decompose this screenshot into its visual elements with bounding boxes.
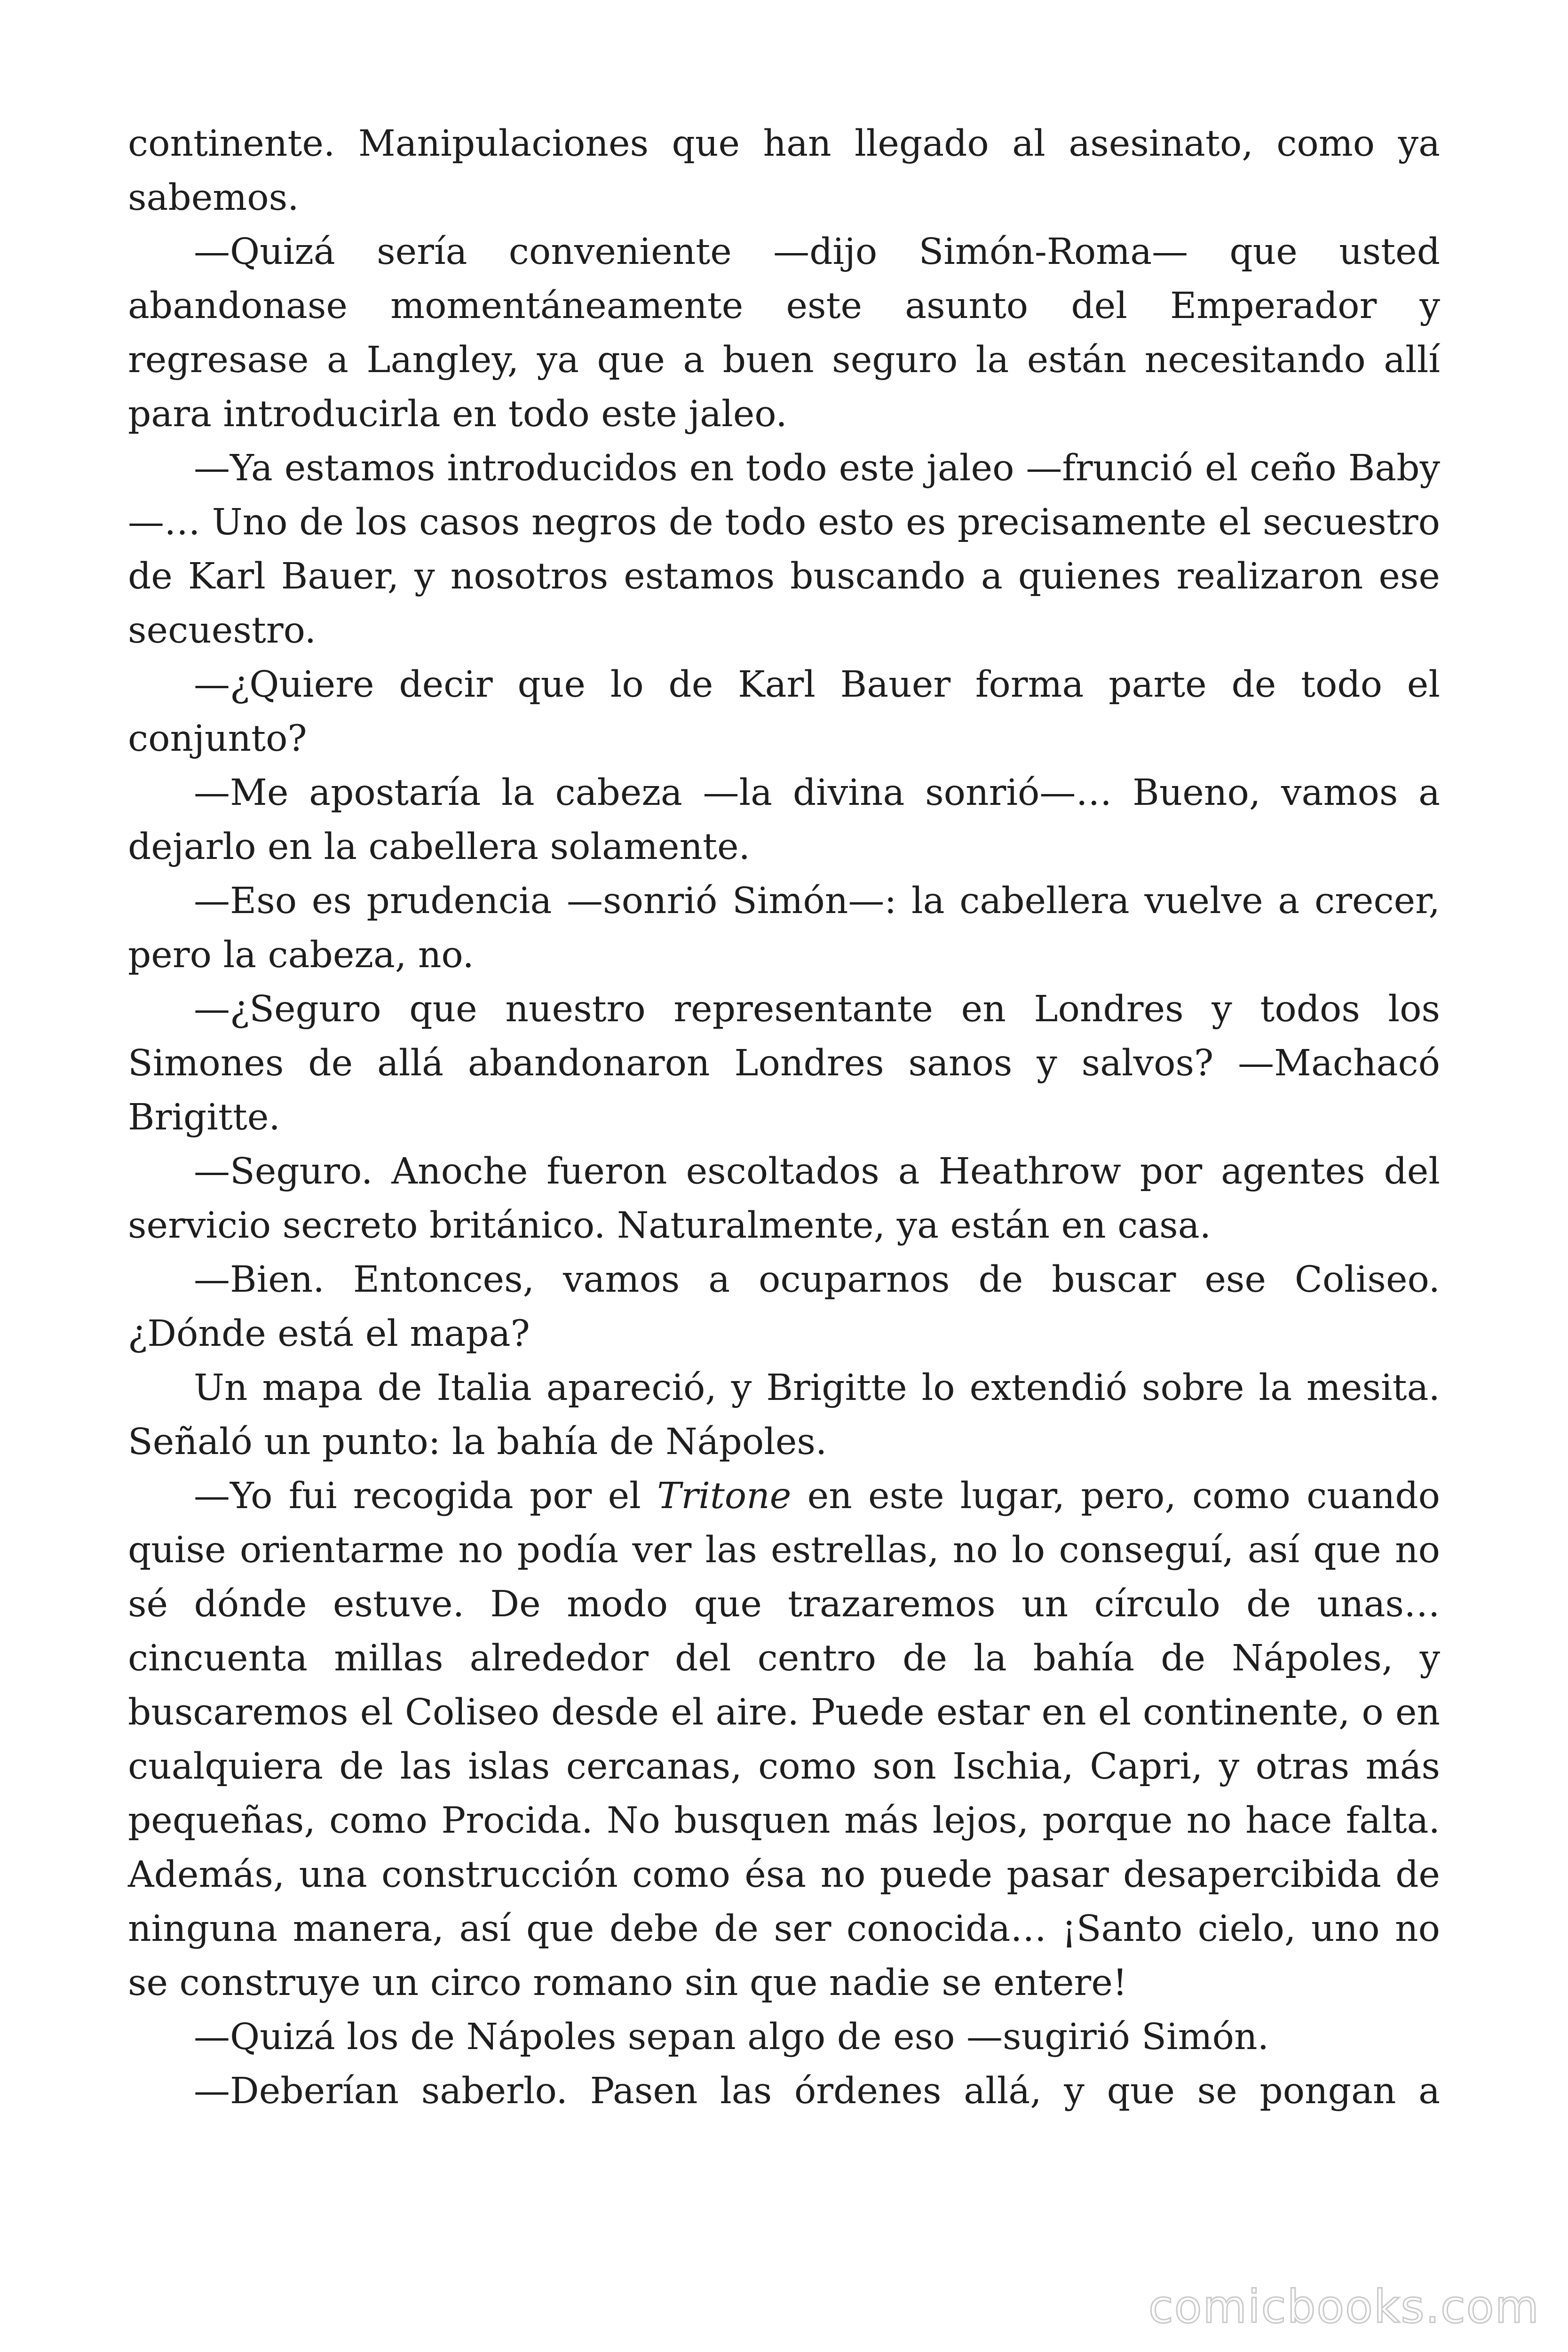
- paragraph: —¿Seguro que nuestro representante en Londres y todos los Simones de allá abandonaron Londres sanos y salvos? —Machacó Brigitte.: [128, 988, 1440, 1138]
- paragraph-with-italic: [128, 1469, 1440, 2010]
- paragraph: —Ya estamos introducidos en todo este jaleo —frunció el ceño Baby—… Uno de los casos negros de todo esto es precisamente el secuestro de Karl Bauer, y nosotros estamos buscando a quienes realizaron ese secuestro.: [128, 447, 1440, 652]
- paragraph: —Quizá sería conveniente —dijo Simón-Roma— que usted abandonase momentáneamente este asunto del Emperador y regresase a Langley, ya que a buen seguro la están necesitando allí para introducirla en todo este jaleo.: [128, 231, 1440, 435]
- text-run: en este lugar, pero, como cuando quise orientarme no podía ver las estrellas, no lo conseguí, así que no sé dónde estuve. De modo que trazaremos un círculo de unas… cincuenta millas alrededor del centro de la bahía de Nápoles, y buscaremos el Coliseo desde el aire. Puede estar en el continente, o en cualquiera de las islas cercanas, como son Ischia, Capri, y otras más pequeñas, como Procida. No busquen más lejos, porque no hace falta. Además, una construcción como ésa no puede pasar desapercibida de ninguna manera, así que debe de ser conocida… ¡Santo cielo, uno no se construye un circo romano sin que nadie se entere!: [128, 1475, 1440, 2004]
- paragraph: —Me apostaría la cabeza —la divina sonrió—… Bueno, vamos a dejarlo en la cabellera solamente.: [128, 772, 1440, 868]
- paragraph: Un mapa de Italia apareció, y Brigitte lo extendió sobre la mesita. Señaló un punto: la bahía de Nápoles.: [128, 1367, 1440, 1463]
- paragraph: —Seguro. Anoche fueron escoltados a Heathrow por agentes del servicio secreto británico. Naturalmente, ya están en casa.: [128, 1151, 1440, 1247]
- italic-ship-name: Tritone: [657, 1475, 792, 1517]
- paragraph: —Bien. Entonces, vamos a ocuparnos de buscar ese Coliseo. ¿Dónde está el mapa?: [128, 1259, 1440, 1355]
- paragraph: continente. Manipulaciones que han llegado al asesinato, como ya sabemos.: [128, 123, 1440, 219]
- paragraph: —¿Quiere decir que lo de Karl Bauer forma parte de todo el conjunto?: [128, 664, 1440, 760]
- book-page-text: [128, 117, 1440, 2118]
- text-run: —Yo fui recogida por el: [194, 1475, 657, 1517]
- watermark: comicbooks.com: [1148, 2280, 1540, 2333]
- paragraph: —Quizá los de Nápoles sepan algo de eso —sugirió Simón.: [194, 2016, 1269, 2058]
- paragraph-last-line: —Deberían saberlo. Pasen las órdenes allá, y que se pongan a: [194, 2070, 1440, 2112]
- paragraph: —Eso es prudencia —sonrió Simón—: la cabellera vuelve a crecer, pero la cabeza, no.: [128, 880, 1440, 976]
